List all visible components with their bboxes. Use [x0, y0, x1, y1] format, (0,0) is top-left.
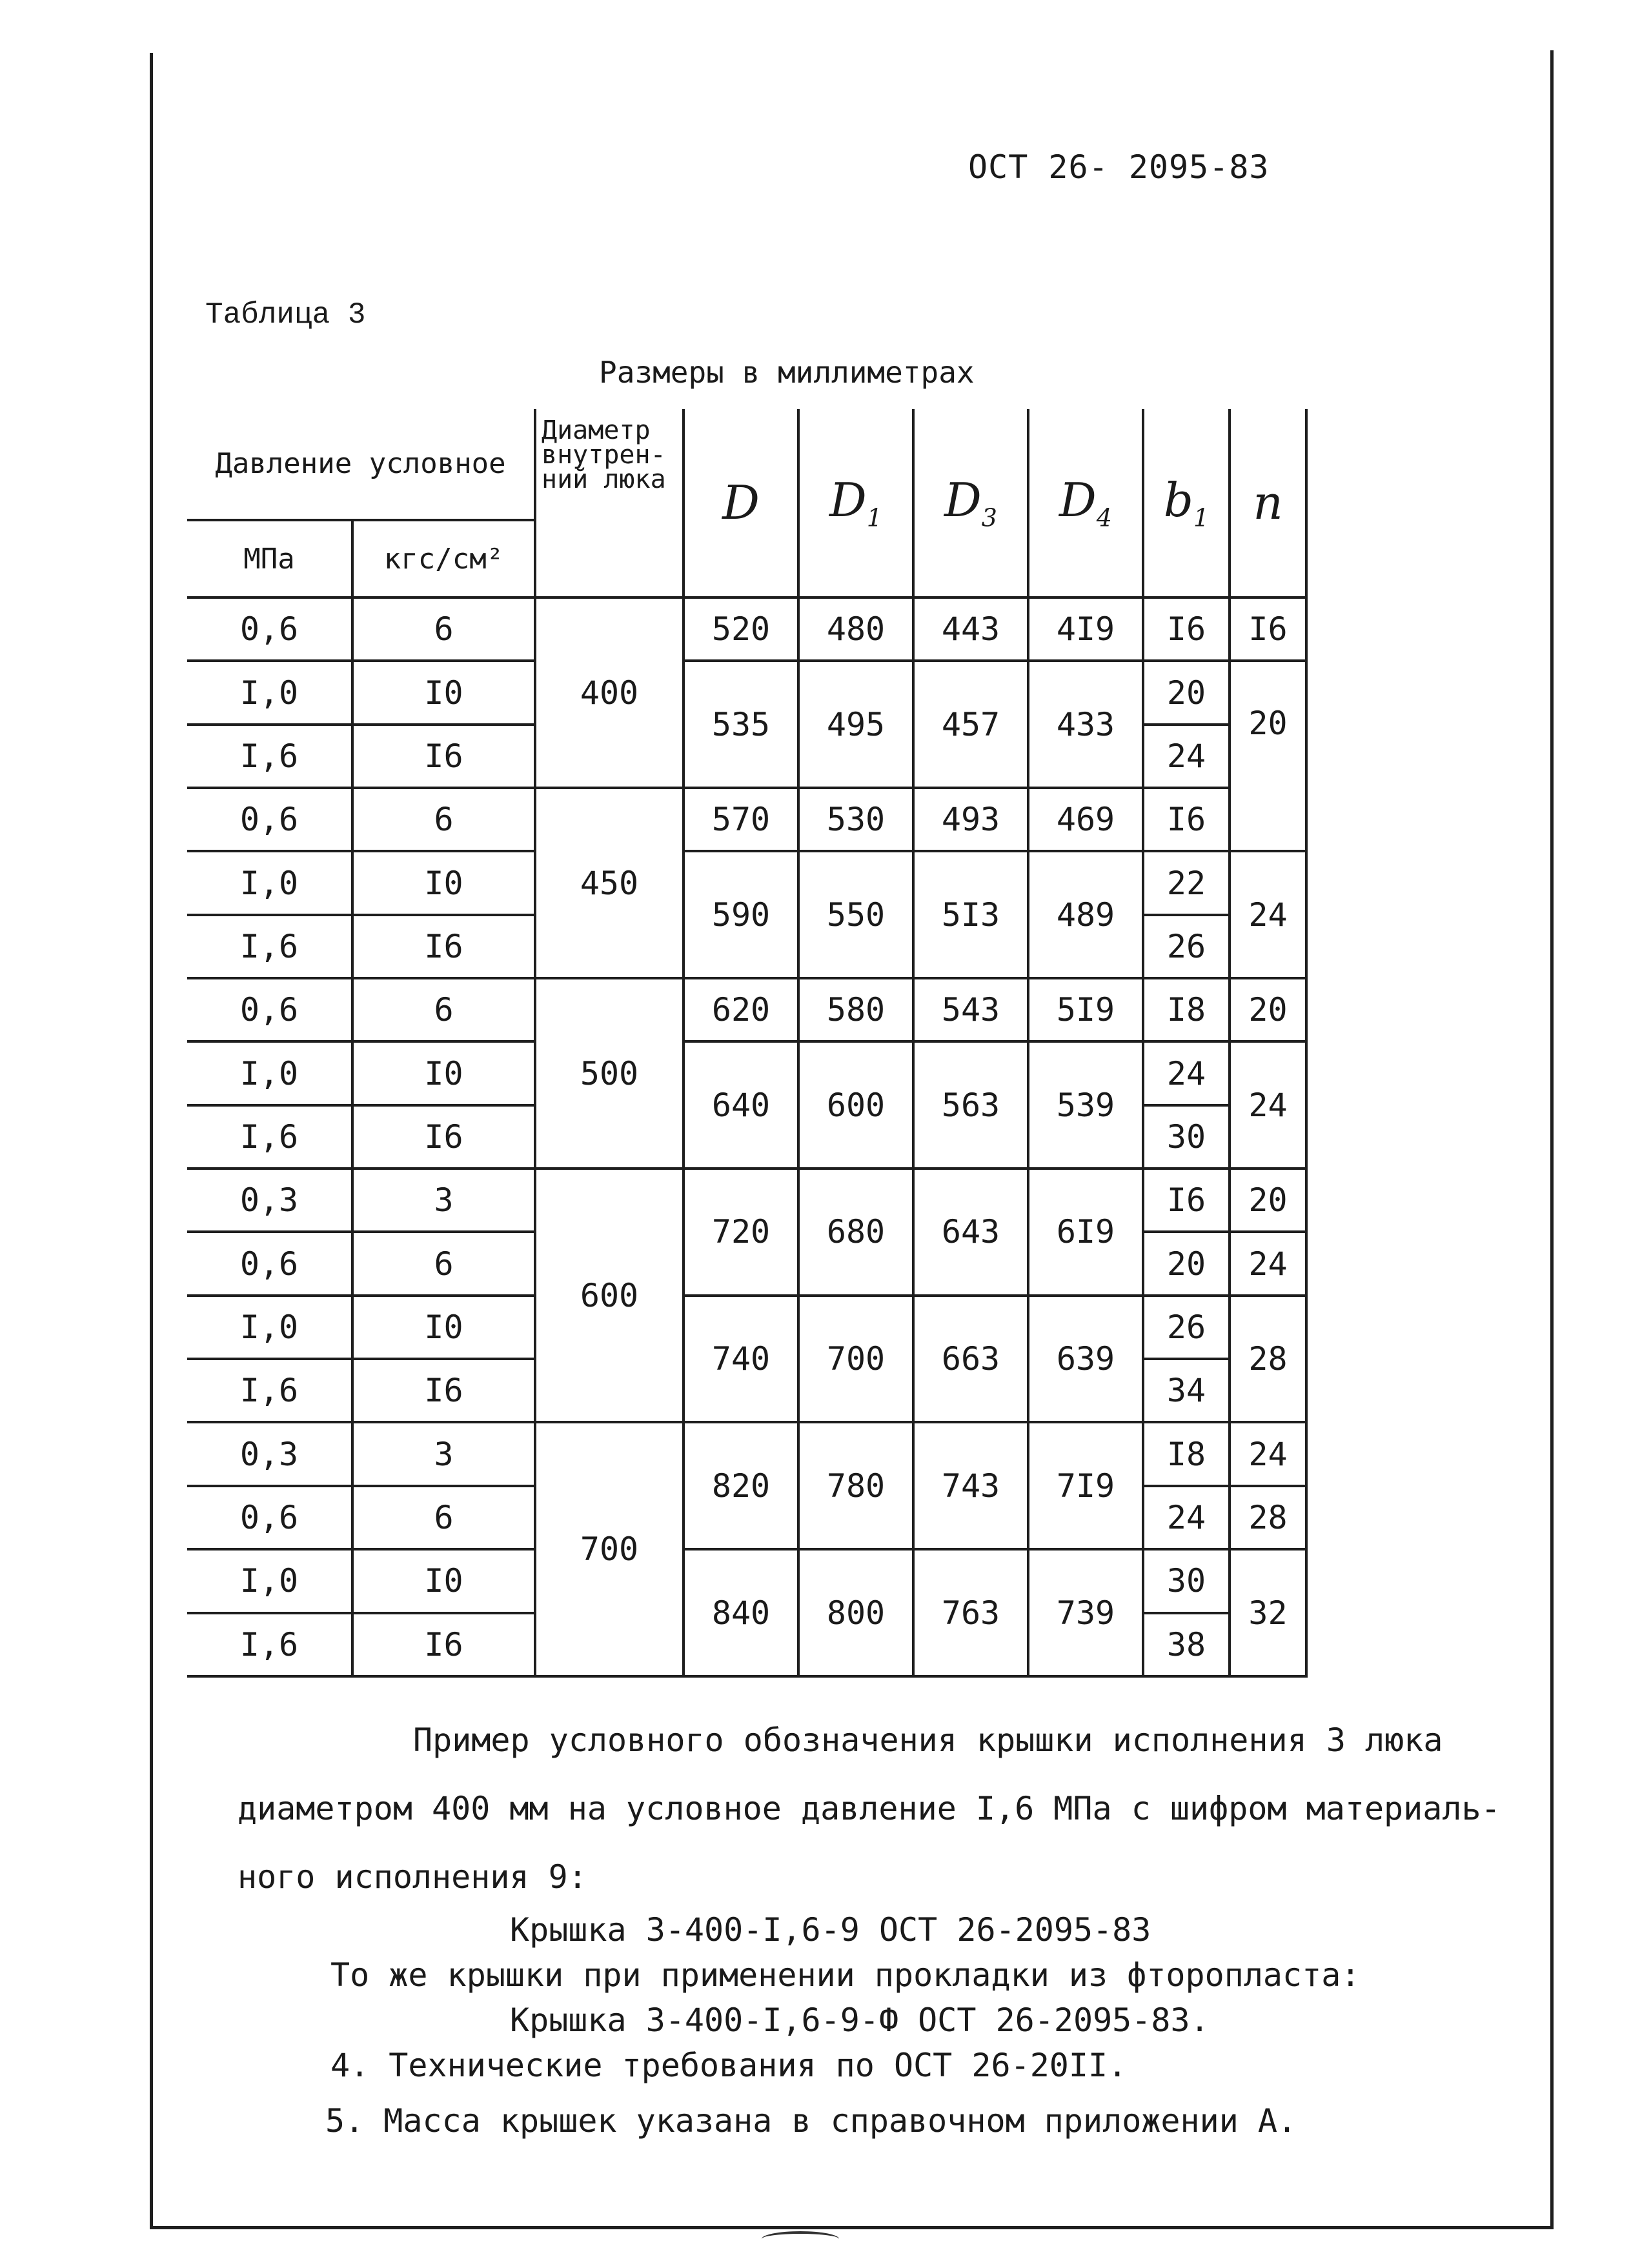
col-D-header: D — [684, 409, 798, 597]
cell-D1: 600 — [798, 1041, 913, 1169]
cell-D3: 643 — [913, 1169, 1028, 1296]
cell-D1: 800 — [798, 1549, 913, 1676]
diameter-header: Диаметр внутрен-ний люка — [535, 409, 684, 597]
cell-b1: 26 — [1143, 915, 1230, 978]
cell-kgf: I0 — [352, 661, 535, 724]
cell-D: 520 — [684, 597, 798, 661]
designation-example-ptfe: Крышка 3-400-I,6-9-Ф ОСТ 26-2095-83. — [510, 2002, 1210, 2039]
col-D1-header: $D_1$ — [798, 409, 913, 597]
cell-kgf: I0 — [352, 1549, 535, 1612]
example-line-3: ного исполнения 9: — [238, 1858, 587, 1896]
cell-kgf: 6 — [352, 1486, 535, 1549]
cell-b1: I6 — [1143, 597, 1230, 661]
cell-b1: 22 — [1143, 851, 1230, 914]
cell-kgf: I6 — [352, 725, 535, 788]
page-frame-bottom — [150, 2226, 1554, 2229]
cell-kgf: I6 — [352, 915, 535, 978]
cell-n: 20 — [1230, 978, 1306, 1041]
cell-D3: 763 — [913, 1549, 1028, 1676]
cell-kgf: I6 — [352, 1105, 535, 1169]
cell-mpa: 0,6 — [187, 1232, 352, 1295]
col-kgf-header: кгс/см² — [352, 520, 535, 597]
document-code: ОСТ 26- 2095-83 — [968, 148, 1270, 186]
cell-mpa: I,6 — [187, 1359, 352, 1422]
col-D4-header: $D_4$ — [1028, 409, 1143, 597]
cell-n: 24 — [1230, 1422, 1306, 1485]
cell-n: 20 — [1230, 1169, 1306, 1232]
cell-b1: 24 — [1143, 1041, 1230, 1105]
cell-b1: 24 — [1143, 725, 1230, 788]
cell-n: 28 — [1230, 1486, 1306, 1549]
cell-n: 24 — [1230, 851, 1306, 978]
cell-D1: 780 — [798, 1422, 913, 1549]
cell-D4: 6I9 — [1028, 1169, 1143, 1296]
item-technical-requirements: 4. Технические требования по ОСТ 26-20II. — [330, 2047, 1128, 2084]
cell-kgf: I6 — [352, 1613, 535, 1677]
col-mpa-header: МПа — [187, 520, 352, 597]
cell-b1: I8 — [1143, 1422, 1230, 1485]
cell-D1: 480 — [798, 597, 913, 661]
cell-kgf: 3 — [352, 1422, 535, 1485]
page-frame-left — [150, 53, 153, 2229]
cell-kgf: 6 — [352, 788, 535, 851]
cell-n: 32 — [1230, 1549, 1306, 1676]
cell-n: 24 — [1230, 1232, 1306, 1295]
cell-D3: 443 — [913, 597, 1028, 661]
cell-b1: I6 — [1143, 788, 1230, 851]
cell-D: 820 — [684, 1422, 798, 1549]
cell-mpa: I,0 — [187, 1296, 352, 1359]
cell-D4: 639 — [1028, 1296, 1143, 1423]
cell-D1: 580 — [798, 978, 913, 1041]
cell-mpa: I,6 — [187, 1105, 352, 1169]
cell-kgf: I6 — [352, 1359, 535, 1422]
cell-kgf: 3 — [352, 1169, 535, 1232]
cell-D: 620 — [684, 978, 798, 1041]
cell-b1: 30 — [1143, 1549, 1230, 1612]
cell-D3: 493 — [913, 788, 1028, 851]
dimensions-table — [187, 409, 1308, 1678]
cell-D: 720 — [684, 1169, 798, 1296]
cell-b1: I6 — [1143, 1169, 1230, 1232]
cell-b1: 30 — [1143, 1105, 1230, 1169]
cell-mpa: I,6 — [187, 915, 352, 978]
cell-D4: 539 — [1028, 1041, 1143, 1169]
cell-n: 28 — [1230, 1296, 1306, 1423]
cell-D4: 4I9 — [1028, 597, 1143, 661]
units-note: Размеры в миллиметрах — [599, 355, 975, 390]
cell-D: 570 — [684, 788, 798, 851]
designation-example: Крышка 3-400-I,6-9 ОСТ 26-2095-83 — [510, 1911, 1151, 1949]
col-b1-header: $b_1$ — [1143, 409, 1230, 597]
cell-D4: 5I9 — [1028, 978, 1143, 1041]
cell-mpa: I,6 — [187, 1613, 352, 1677]
cell-diameter: 450 — [535, 788, 684, 978]
cell-D4: 739 — [1028, 1549, 1143, 1676]
cell-D1: 530 — [798, 788, 913, 851]
table-label: Таблица 3 — [205, 298, 366, 332]
cell-mpa: 0,6 — [187, 788, 352, 851]
page-number-fragment — [762, 2231, 839, 2247]
cell-n: 24 — [1230, 1041, 1306, 1169]
cell-kgf: I0 — [352, 851, 535, 914]
cell-b1: 20 — [1143, 661, 1230, 724]
cell-mpa: 0,6 — [187, 597, 352, 661]
cell-b1: 26 — [1143, 1296, 1230, 1359]
cell-b1: 24 — [1143, 1486, 1230, 1549]
cell-kgf: I0 — [352, 1296, 535, 1359]
cell-D4: 433 — [1028, 661, 1143, 788]
cell-mpa: I,0 — [187, 1549, 352, 1612]
cell-D: 640 — [684, 1041, 798, 1169]
pressure-group-header: Давление условное — [187, 409, 535, 520]
cell-D3: 5I3 — [913, 851, 1028, 978]
cell-mpa: 0,6 — [187, 1486, 352, 1549]
cell-D: 535 — [684, 661, 798, 788]
cell-b1: 34 — [1143, 1359, 1230, 1422]
cell-D1: 550 — [798, 851, 913, 978]
cell-b1: I8 — [1143, 978, 1230, 1041]
cell-D3: 543 — [913, 978, 1028, 1041]
cell-D3: 743 — [913, 1422, 1028, 1549]
cell-b1: 20 — [1143, 1232, 1230, 1295]
cell-n: 20 — [1230, 661, 1306, 851]
cell-mpa: 0,6 — [187, 978, 352, 1041]
cell-diameter: 700 — [535, 1422, 684, 1676]
cell-mpa: I,0 — [187, 661, 352, 724]
cell-diameter: 600 — [535, 1169, 684, 1422]
cell-mpa: I,6 — [187, 725, 352, 788]
cell-D1: 495 — [798, 661, 913, 788]
cell-mpa: I,0 — [187, 851, 352, 914]
cell-kgf: 6 — [352, 597, 535, 661]
cell-diameter: 500 — [535, 978, 684, 1169]
ptfe-note: То же крышки при применении прокладки из фторопласта: — [330, 1956, 1361, 1994]
cell-D4: 489 — [1028, 851, 1143, 978]
cell-D: 840 — [684, 1549, 798, 1676]
cell-diameter: 400 — [535, 597, 684, 788]
item-mass-note: 5. Масса крышек указана в справочном приложении А. — [325, 2102, 1297, 2140]
col-n-header: n — [1230, 409, 1306, 597]
cell-mpa: 0,3 — [187, 1422, 352, 1485]
example-line-1: Пример условного обозначения крышки исполнения 3 люка — [413, 1721, 1443, 1759]
example-line-2: диаметром 400 мм на условное давление I,6 МПа с шифром материаль- — [238, 1790, 1501, 1827]
cell-D: 740 — [684, 1296, 798, 1423]
cell-b1: 38 — [1143, 1613, 1230, 1677]
cell-kgf: I0 — [352, 1041, 535, 1105]
cell-D3: 457 — [913, 661, 1028, 788]
cell-D4: 469 — [1028, 788, 1143, 851]
page-frame-right — [1550, 50, 1554, 2229]
cell-D1: 680 — [798, 1169, 913, 1296]
cell-D4: 7I9 — [1028, 1422, 1143, 1549]
cell-D3: 563 — [913, 1041, 1028, 1169]
cell-mpa: 0,3 — [187, 1169, 352, 1232]
cell-D: 590 — [684, 851, 798, 978]
cell-n: I6 — [1230, 597, 1306, 661]
col-D3-header: $D_3$ — [913, 409, 1028, 597]
cell-D1: 700 — [798, 1296, 913, 1423]
cell-D3: 663 — [913, 1296, 1028, 1423]
cell-kgf: 6 — [352, 978, 535, 1041]
cell-kgf: 6 — [352, 1232, 535, 1295]
cell-mpa: I,0 — [187, 1041, 352, 1105]
